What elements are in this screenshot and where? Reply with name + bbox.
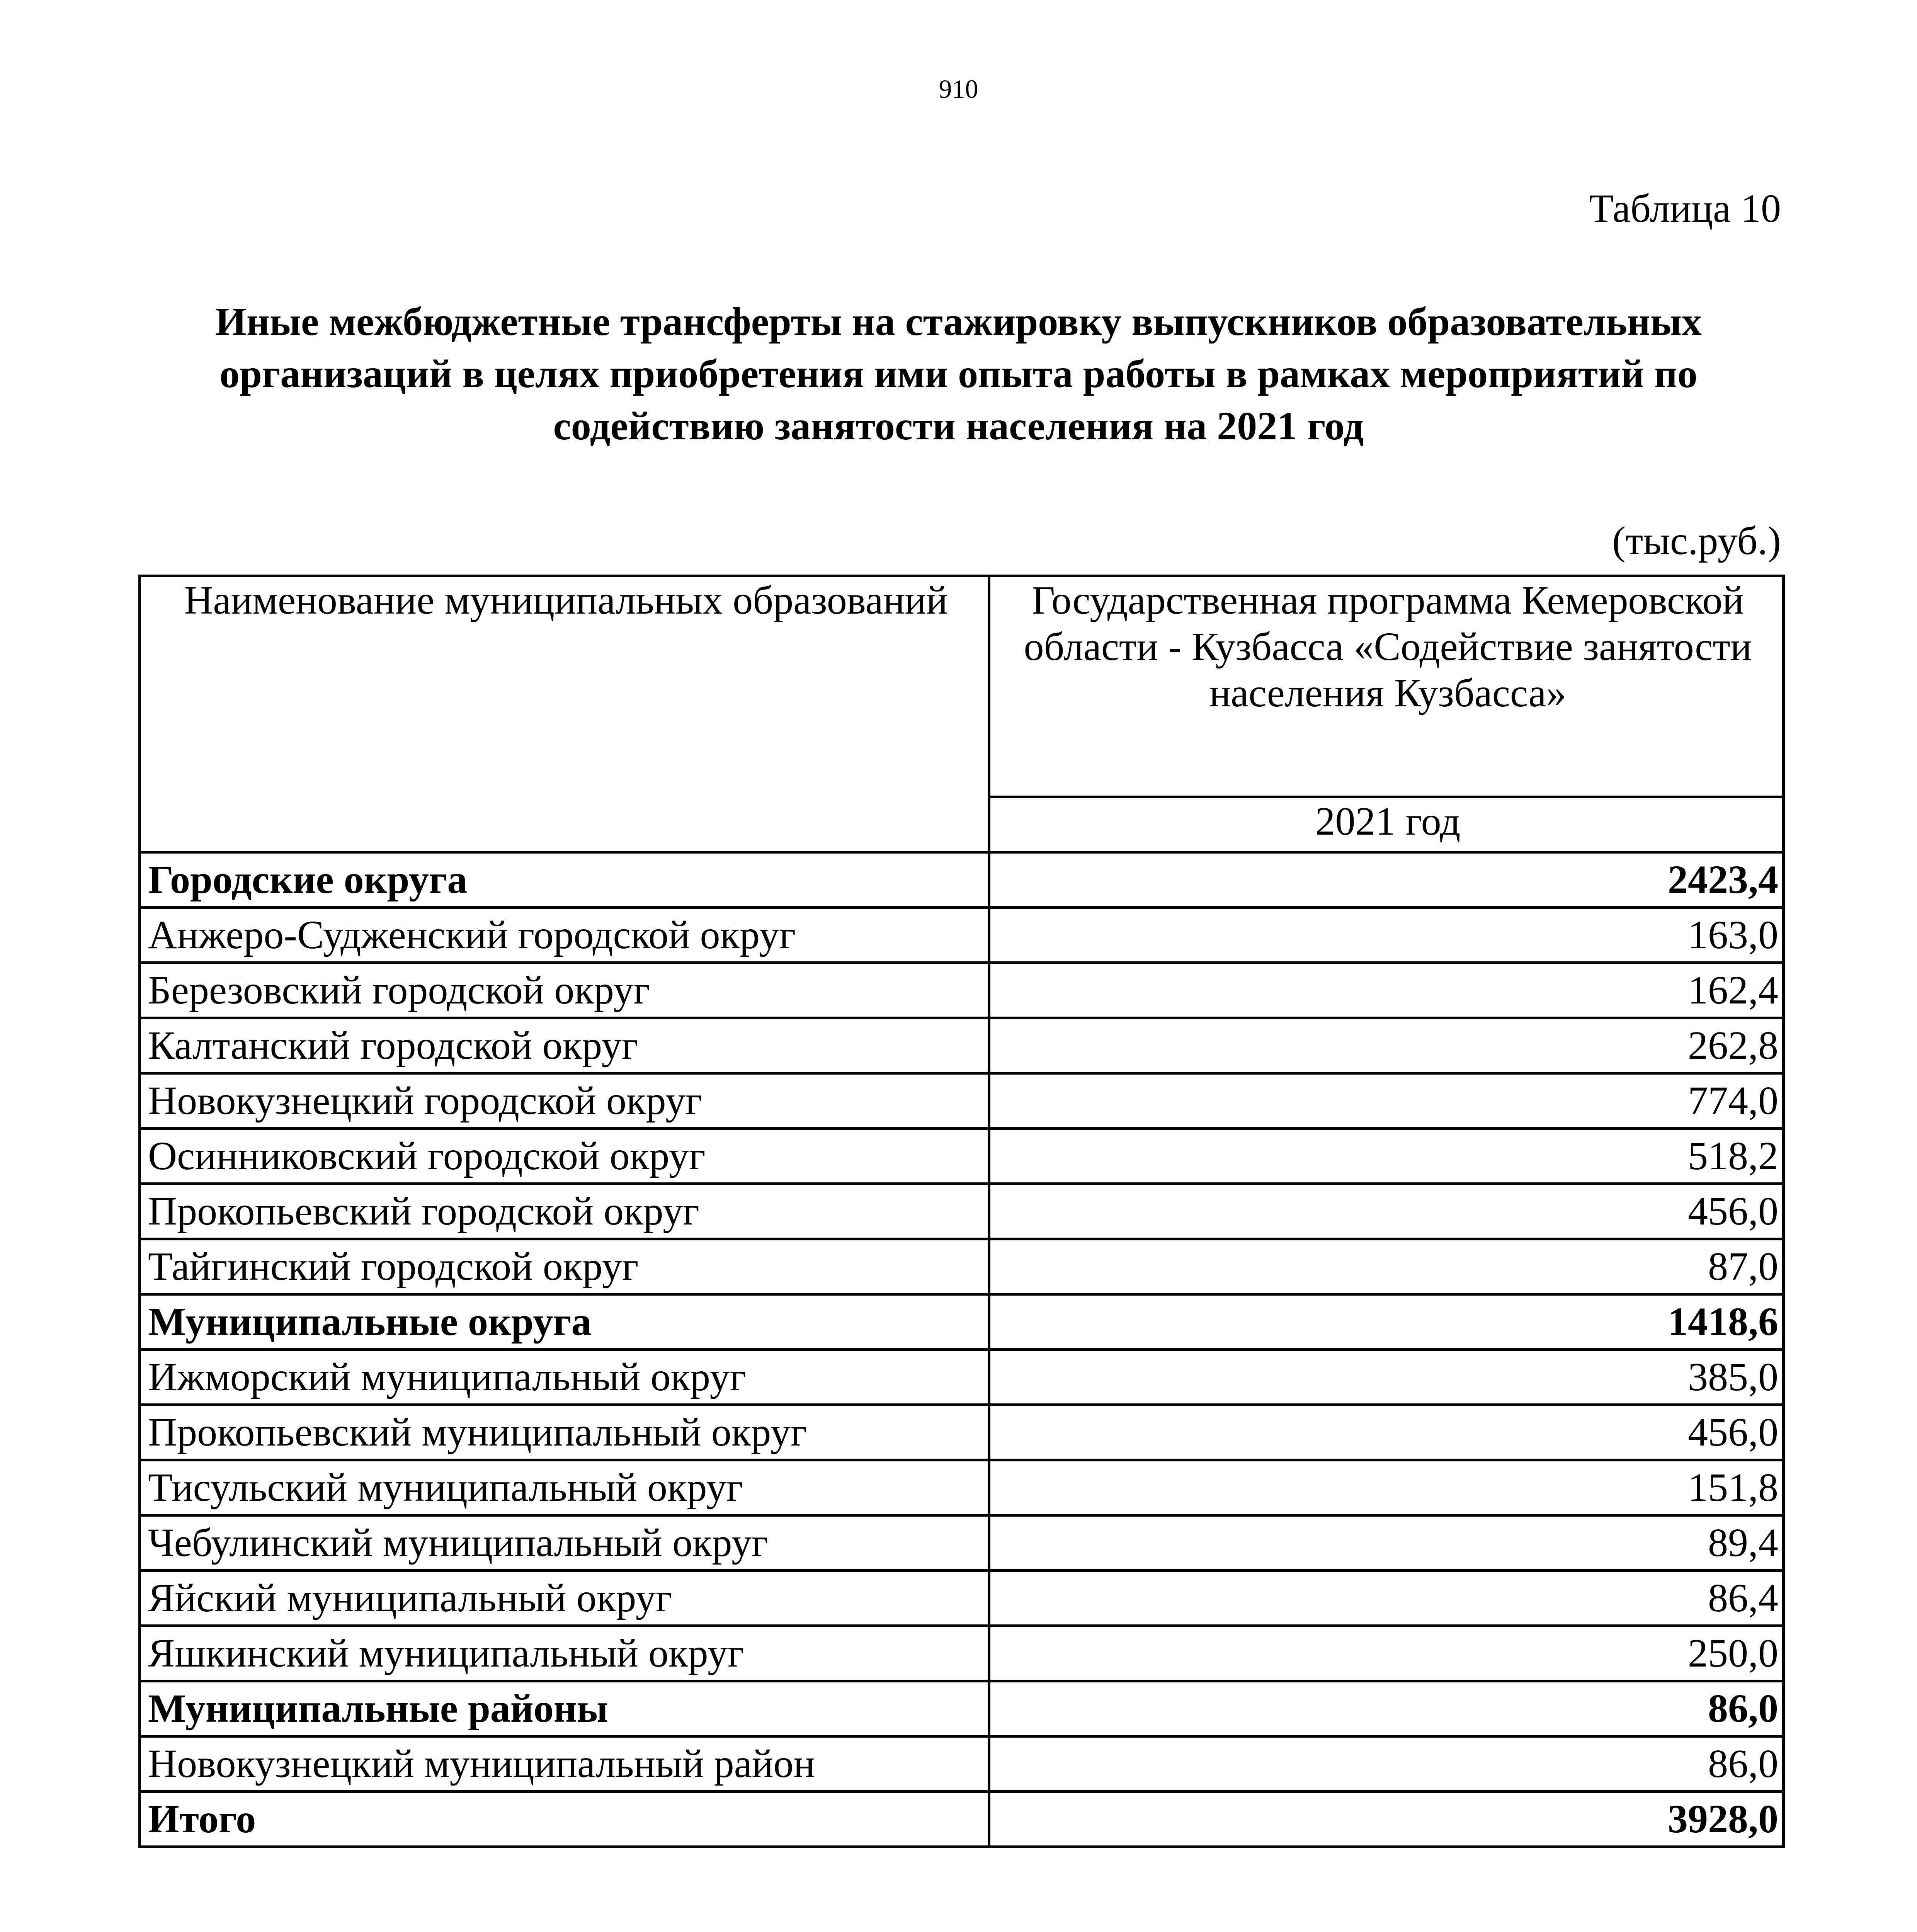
table-label: Таблица 10 [1589, 186, 1781, 231]
municipality-name-cell: Новокузнецкий муниципальный район [140, 1736, 989, 1792]
table-row-subtotal [140, 852, 1784, 908]
amount-cell: 86,4 [989, 1571, 1784, 1626]
amount-cell: 86,0 [989, 1681, 1784, 1736]
document-title: Иные межбюджетные трансферты на стажировку выпускников образовательных организаций в целях приобретения ими опыта работы в рамках мероприятий по содействию занятости населения на 2021 год [215, 299, 1702, 448]
table-body [140, 852, 1784, 1847]
header-year: 2021 год [989, 797, 1784, 852]
table-row [140, 1736, 1784, 1792]
table-row [140, 1018, 1784, 1073]
table-row-subtotal [140, 1792, 1784, 1847]
amount-cell: 1418,6 [989, 1294, 1784, 1350]
municipality-name-cell: Итого [140, 1792, 989, 1847]
municipality-name-cell: Яшкинский муниципальный округ [140, 1626, 989, 1681]
municipality-name-cell: Березовский городской округ [140, 963, 989, 1018]
amount-cell: 3928,0 [989, 1792, 1784, 1847]
amount-cell: 385,0 [989, 1350, 1784, 1405]
municipality-name-cell: Прокопьевский городской округ [140, 1184, 989, 1239]
table-row [140, 1184, 1784, 1239]
table-row-subtotal [140, 1681, 1784, 1736]
table-row [140, 1460, 1784, 1515]
table-row-subtotal [140, 1294, 1784, 1350]
amount-cell: 518,2 [989, 1129, 1784, 1184]
municipality-name-cell: Тайгинский городской округ [140, 1239, 989, 1294]
table-row [140, 1571, 1784, 1626]
table-row [140, 1073, 1784, 1129]
table-row [140, 1405, 1784, 1460]
header-program: Государственная программа Кемеровской области - Кузбасса «Содействие занятости населения Кузбасса» [989, 576, 1784, 797]
amount-cell: 456,0 [989, 1184, 1784, 1239]
table-row [140, 1239, 1784, 1294]
municipality-name-cell: Муниципальные районы [140, 1681, 989, 1736]
amount-cell: 163,0 [989, 908, 1784, 963]
amount-cell: 774,0 [989, 1073, 1784, 1129]
municipality-name-cell: Яйский муниципальный округ [140, 1571, 989, 1626]
amount-cell: 262,8 [989, 1018, 1784, 1073]
municipality-name-cell: Калтанский городской округ [140, 1018, 989, 1073]
amount-cell: 87,0 [989, 1239, 1784, 1294]
municipality-name-cell: Новокузнецкий городской округ [140, 1073, 989, 1129]
municipality-name-cell: Муниципальные округа [140, 1294, 989, 1350]
amount-cell: 89,4 [989, 1515, 1784, 1571]
amount-cell: 2423,4 [989, 852, 1784, 908]
municipality-name-cell: Городские округа [140, 852, 989, 908]
table-row [140, 908, 1784, 963]
amount-cell: 250,0 [989, 1626, 1784, 1681]
amount-cell: 86,0 [989, 1736, 1784, 1792]
municipality-name-cell: Прокопьевский муниципальный округ [140, 1405, 989, 1460]
table-row [140, 963, 1784, 1018]
municipality-name-cell: Ижморский муниципальный округ [140, 1350, 989, 1405]
amount-cell: 151,8 [989, 1460, 1784, 1515]
municipality-name-cell: Анжеро-Судженский городской округ [140, 908, 989, 963]
municipality-name-cell: Чебулинский муниципальный округ [140, 1515, 989, 1571]
units-label: (тыс.руб.) [1612, 519, 1781, 563]
page-number: 910 [939, 74, 978, 104]
table-row [140, 1515, 1784, 1571]
table-row [140, 1350, 1784, 1405]
table-row [140, 1626, 1784, 1681]
header-municipality-name: Наименование муниципальных образований [140, 576, 989, 852]
table-row [140, 1129, 1784, 1184]
amount-cell: 162,4 [989, 963, 1784, 1018]
amount-cell: 456,0 [989, 1405, 1784, 1460]
municipality-name-cell: Осинниковский городской округ [140, 1129, 989, 1184]
municipality-name-cell: Тисульский муниципальный округ [140, 1460, 989, 1515]
transfers-table [138, 575, 1785, 1848]
